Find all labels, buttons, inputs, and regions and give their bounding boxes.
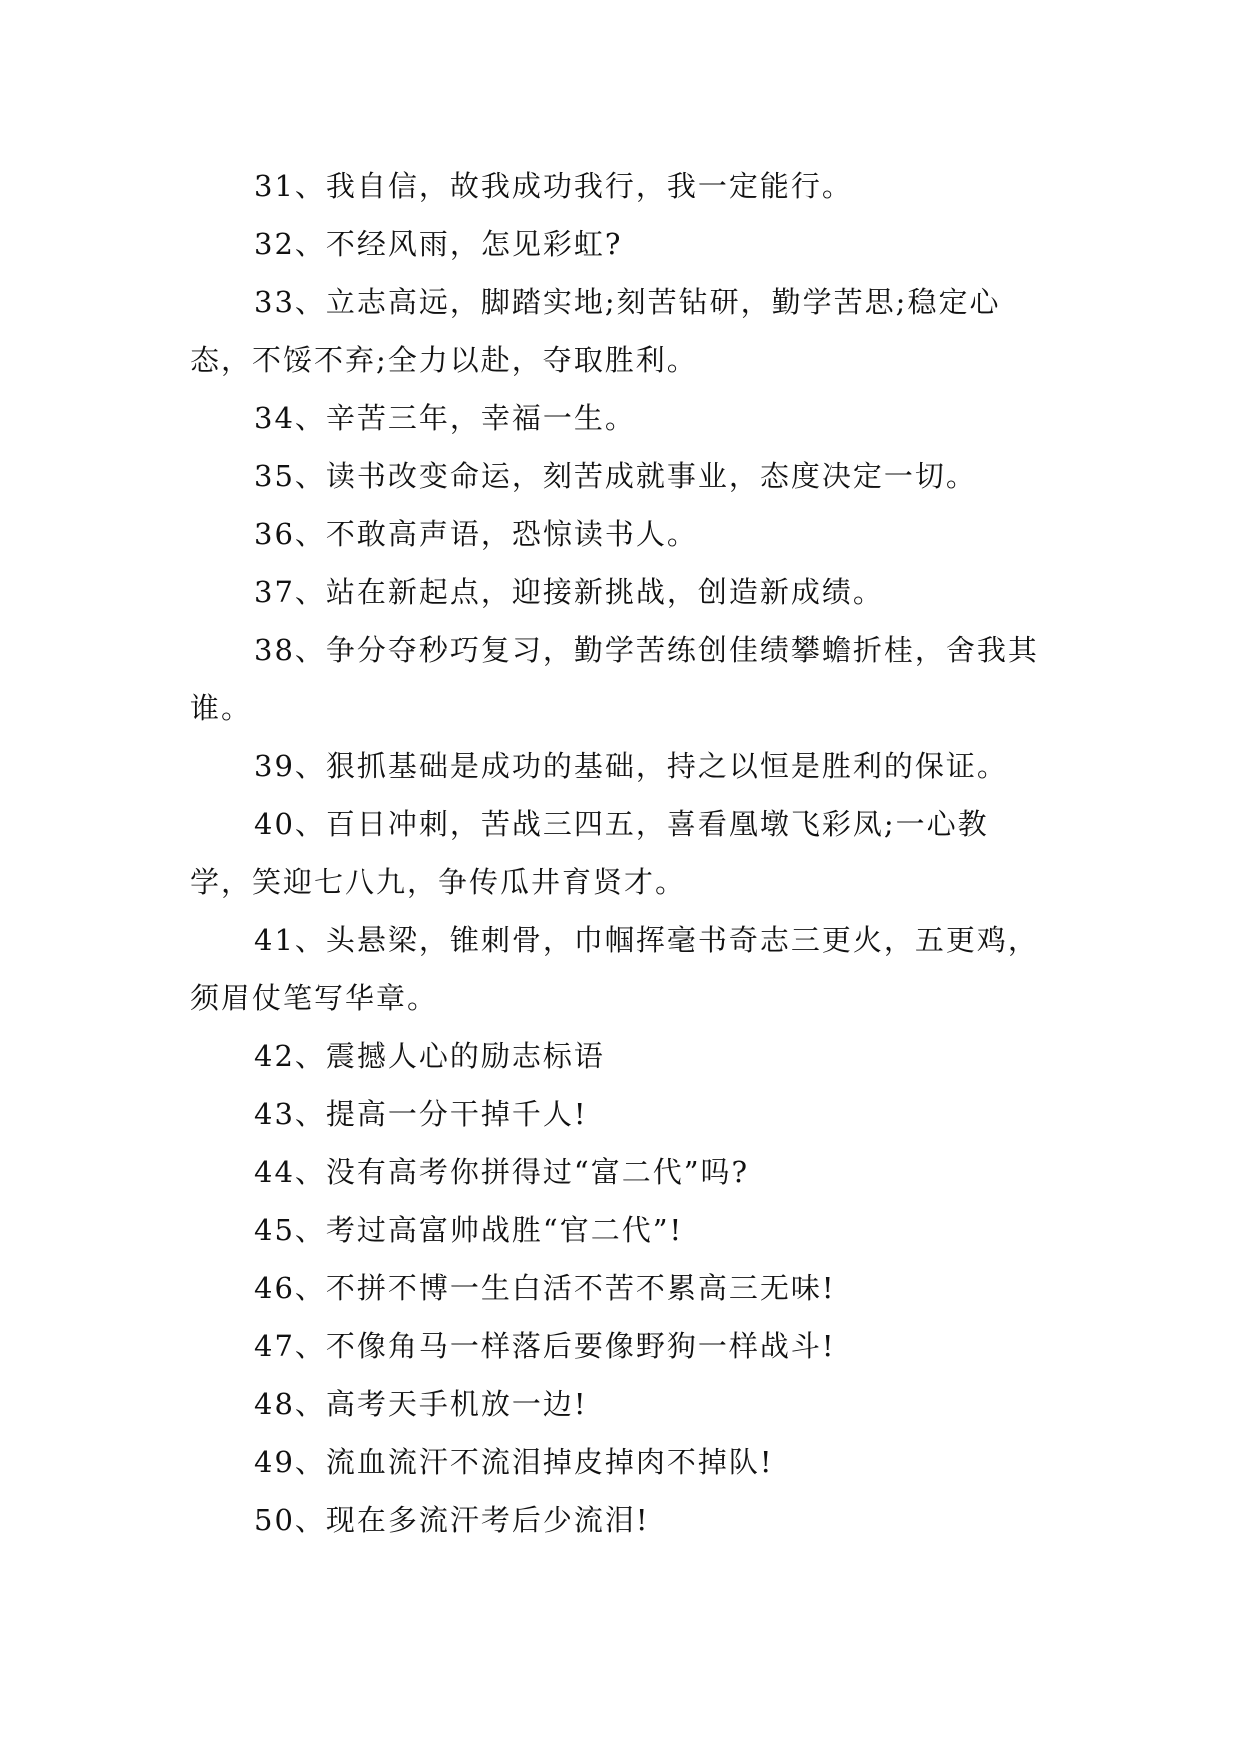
paragraph-32: 32、不经风雨，怎见彩虹? <box>254 227 623 261</box>
paragraph-35: 35、读书改变命运，刻苦成就事业，态度决定一切。 <box>254 459 977 493</box>
paragraph-39: 39、狠抓基础是成功的基础，持之以恒是胜利的保证。 <box>254 749 1008 783</box>
paragraph-49: 49、流血流汗不流泪掉皮掉肉不掉队! <box>254 1445 774 1479</box>
paragraph-48: 48、高考天手机放一边! <box>254 1387 588 1421</box>
paragraph-36: 36、不敢高声语，恐惊读书人。 <box>254 517 698 551</box>
document-body <box>190 157 1050 1549</box>
paragraph-44: 44、没有高考你拼得过“富二代”吗? <box>254 1155 750 1189</box>
paragraph-33: 33、立志高远，脚踏实地;刻苦钻研，勤学苦思;稳定心态，不馁不弃;全力以赴，夺取胜利。 <box>190 285 1001 377</box>
paragraph-40: 40、百日冲刺，苦战三四五，喜看凰墩飞彩凤;一心教学，笑迎七八九，争传瓜井育贤才。 <box>190 807 989 899</box>
paragraph-41: 41、头悬梁，锥刺骨，巾帼挥毫书奇志三更火，五更鸡，须眉仗笔写华章。 <box>190 923 1039 1015</box>
paragraph-47: 47、不像角马一样落后要像野狗一样战斗! <box>254 1329 836 1363</box>
paragraph-31: 31、我自信，故我成功我行，我一定能行。 <box>254 169 853 203</box>
paragraph-38: 38、争分夺秒巧复习，勤学苦练创佳绩攀蟾折桂，舍我其谁。 <box>190 633 1039 725</box>
paragraph-43: 43、提高一分干掉千人! <box>254 1097 588 1131</box>
paragraph-37: 37、站在新起点，迎接新挑战，创造新成绩。 <box>254 575 884 609</box>
paragraph-50: 50、现在多流汗考后少流泪! <box>254 1503 650 1537</box>
paragraph-45: 45、考过高富帅战胜“官二代”! <box>254 1213 684 1247</box>
paragraph-46: 46、不拼不博一生白活不苦不累高三无味! <box>254 1271 836 1305</box>
paragraph-34: 34、辛苦三年，幸福一生。 <box>254 401 636 435</box>
paragraph-42: 42、震撼人心的励志标语 <box>254 1039 605 1073</box>
